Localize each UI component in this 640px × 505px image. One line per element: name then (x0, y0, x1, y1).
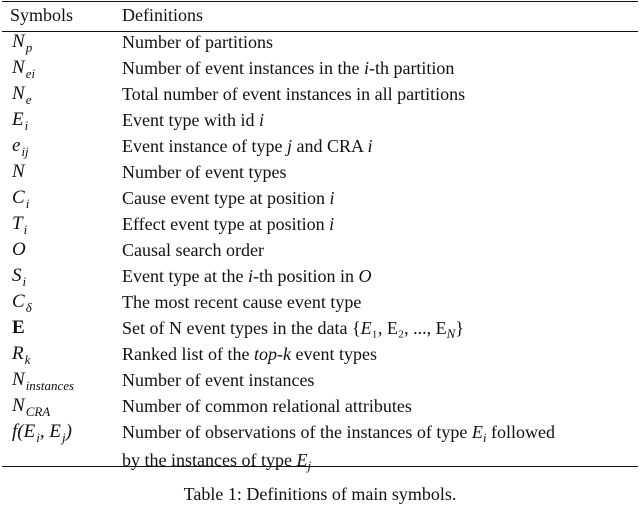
symbol-cell: $R_k$ (12, 343, 31, 367)
symbol-cell: $N_p$ (12, 31, 33, 55)
table-bottom-rule (2, 466, 638, 467)
definition-cell: Causal search order (122, 240, 264, 260)
definition-cell: Event type at the i-th position in O (122, 266, 372, 286)
definition-cell: Number of partitions (122, 32, 273, 52)
symbol-cell: $E_i$ (12, 109, 29, 133)
definition-cell: Number of event types (122, 162, 287, 182)
definition-cell: Event instance of type j and CRA i (122, 136, 373, 156)
definition-cell: Number of event instances in the i-th partition (122, 58, 455, 78)
symbol-cell: $T_i$ (12, 213, 28, 237)
table-top-rule (2, 1, 638, 2)
table-caption: Table 1: Definitions of main symbols. (183, 484, 457, 504)
definition-cell: Set of N event types in the data {E₁, E₂, ..., $E_N$} (122, 318, 464, 341)
symbol-cell: $N_{instances}$ (12, 369, 75, 393)
definition-cell: Ranked list of the top-k event types (122, 344, 377, 364)
definition-cell: Cause event type at position i (122, 188, 335, 208)
definition-cell: Total number of event instances in all partitions (122, 84, 466, 104)
symbol-cell: N (12, 161, 25, 182)
definition-cell: Number of observations of the instances of type $E_i$ followed by the instances of type $E_j$ (122, 422, 556, 473)
header-symbols: Symbols (10, 5, 74, 25)
symbol-cell: $S_i$ (12, 265, 27, 289)
symbol-cell: $N_{ei}$ (12, 57, 36, 81)
symbol-cell: $N_e$ (12, 83, 32, 107)
definition-cell: Number of common relational attributes (122, 396, 412, 416)
definition-cell: Event type with id i (122, 110, 264, 130)
definition-cell: Number of event instances (122, 370, 315, 390)
definition-cell: The most recent cause event type (122, 292, 362, 312)
symbol-cell: $e_{ij}$ (12, 135, 29, 159)
symbol-cell: $N_{CRA}$ (12, 395, 51, 419)
definition-cell: Effect event type at position i (122, 214, 335, 234)
symbol-cell: O (12, 239, 26, 260)
symbol-cell: $f(E_i$, $E_j$) (12, 421, 72, 445)
header-definitions: Definitions (122, 5, 203, 25)
symbol-cell: E (12, 317, 25, 338)
symbol-cell: $C_\delta$ (12, 291, 32, 315)
symbol-cell: $C_i$ (12, 187, 30, 211)
